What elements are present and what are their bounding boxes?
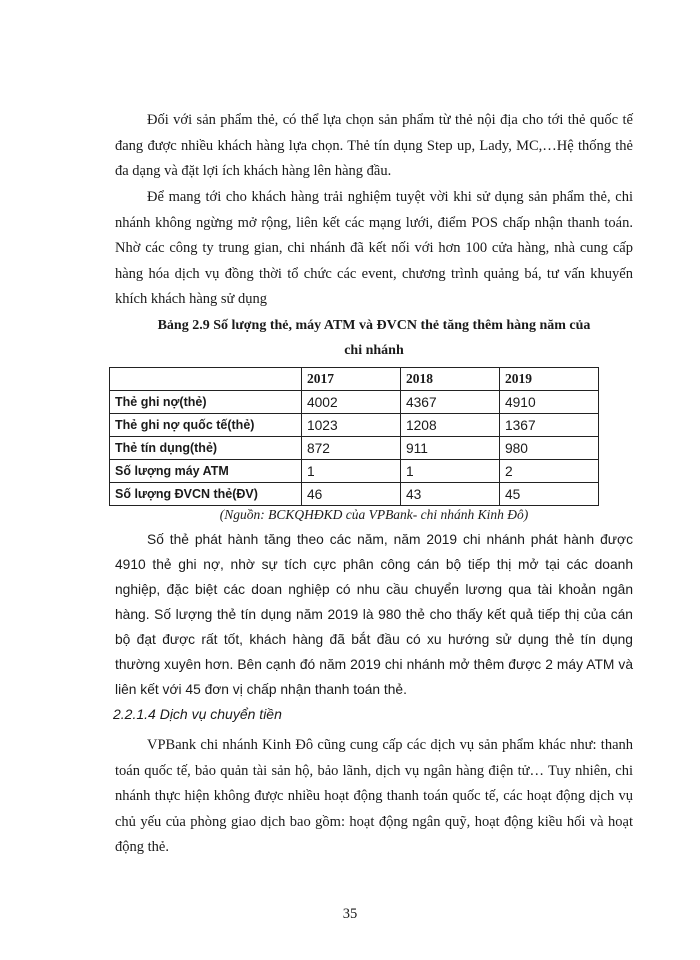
table-cell: 872: [301, 437, 400, 460]
table-caption: [113, 313, 635, 363]
table-header-cell: 2017: [301, 368, 400, 391]
paragraph-card-network: Để mang tới cho khách hàng trải nghiệm tuyệt vời khi sử dụng sản phẩm thẻ, chi nhánh không ngừng mở rộng, liên kết các mạng lưới, điểm POS chấp nhận thanh toán. Nhờ các công ty trung gian, chi nhánh đã kết nối với hơn 100 cửa hàng, nhà cung cấp hàng hóa dịch vụ đồng thời tổ chức các event, chương trình quảng bá, tư vấn khuyến khích khách hàng sử dụng: [115, 189, 633, 307]
paragraph-card-products: Đối với sản phẩm thẻ, có thể lựa chọn sản phẩm từ thẻ nội địa cho tới thẻ quốc tế đang được nhiều khách hàng lựa chọn. Thẻ tín dụng Step up, Lady, MC,…Hệ thống thẻ đa dạng và đặt lợi ích khách hàng lên hàng đầu.: [115, 112, 633, 179]
table-cell: 43: [400, 483, 499, 506]
table-row-label: Thẻ ghi nợ(thẻ): [110, 391, 302, 414]
table-header-row: [110, 368, 599, 391]
table-cell: 1023: [301, 414, 400, 437]
table-header-cell: 2018: [400, 368, 499, 391]
table-cell: 1208: [400, 414, 499, 437]
table-row: [110, 437, 599, 460]
table-row: [110, 391, 599, 414]
table-cell: 1: [400, 460, 499, 483]
table-source-note: (Nguồn: BCKQHĐKD của VPBank- chi nhánh Kinh Đô): [219, 507, 529, 522]
table-cell: 45: [499, 483, 598, 506]
section-heading: 2.2.1.4 Dịch vụ chuyển tiền: [113, 706, 282, 722]
table-row: [110, 414, 599, 437]
table-cell: 1: [301, 460, 400, 483]
table-caption-line1: Bảng 2.9 Số lượng thẻ, máy ATM và ĐVCN thẻ tăng thêm hàng năm của: [157, 318, 591, 333]
table-row-label: Thẻ tín dụng(thẻ): [110, 437, 302, 460]
table-cell: 4910: [499, 391, 598, 414]
table-row-label: Số lượng máy ATM: [110, 460, 302, 483]
table-cell: 1367: [499, 414, 598, 437]
table-caption-line2: chi nhánh: [344, 343, 404, 358]
table-cell: 46: [301, 483, 400, 506]
table-cell: 2: [499, 460, 598, 483]
page-number: 35: [342, 906, 358, 922]
table-row-label: Thẻ ghi nợ quốc tế(thẻ): [110, 414, 302, 437]
table-cell: 980: [499, 437, 598, 460]
paragraph-card-analysis: Số thẻ phát hành tăng theo các năm, năm 2019 chi nhánh phát hành được 4910 thẻ ghi nợ, nhờ sự tích cực phân công cán bộ tiếp thị mở tại các doanh nghiệp, đặc biệt các doan nghiệp có nhu cầu chuyển lương qua tài khoản ngân hàng. Số lượng thẻ tín dụng năm 2019 là 980 thẻ cho thấy kết quả tiếp thị của cán bộ đạt được rất tốt, khách hàng đã bắt đầu có xu hướng sử dụng thẻ tín dụng thường xuyên hơn. Bên cạnh đó năm 2019 chi nhánh mở thêm được 2 máy ATM và liên kết với 45 đơn vị chấp nhận thanh toán thẻ.: [115, 532, 633, 697]
table-cell: 4367: [400, 391, 499, 414]
table-header-cell: 2019: [499, 368, 598, 391]
table-cell: 911: [400, 437, 499, 460]
table-row: [110, 460, 599, 483]
table-row-label: Số lượng ĐVCN thẻ(ĐV): [110, 483, 302, 506]
paragraph-other-services: VPBank chi nhánh Kinh Đô cũng cung cấp các dịch vụ sản phẩm khác như: thanh toán quốc tế, bảo quản tài sản hộ, bảo lãnh, dịch vụ ngân hàng điện tử… Tuy nhiên, chi nhánh thực hiện không được nhiều hoạt động thanh toán quốc tế, các hoạt động dịch vụ chủ yếu của phòng giao dịch bao gồm: hoạt động ngân quỹ, hoạt động kiều hối và hoạt động thẻ.: [115, 737, 633, 855]
table-header-cell: [110, 368, 302, 391]
card-atm-table: [109, 367, 599, 506]
table-row: [110, 483, 599, 506]
table-cell: 4002: [301, 391, 400, 414]
